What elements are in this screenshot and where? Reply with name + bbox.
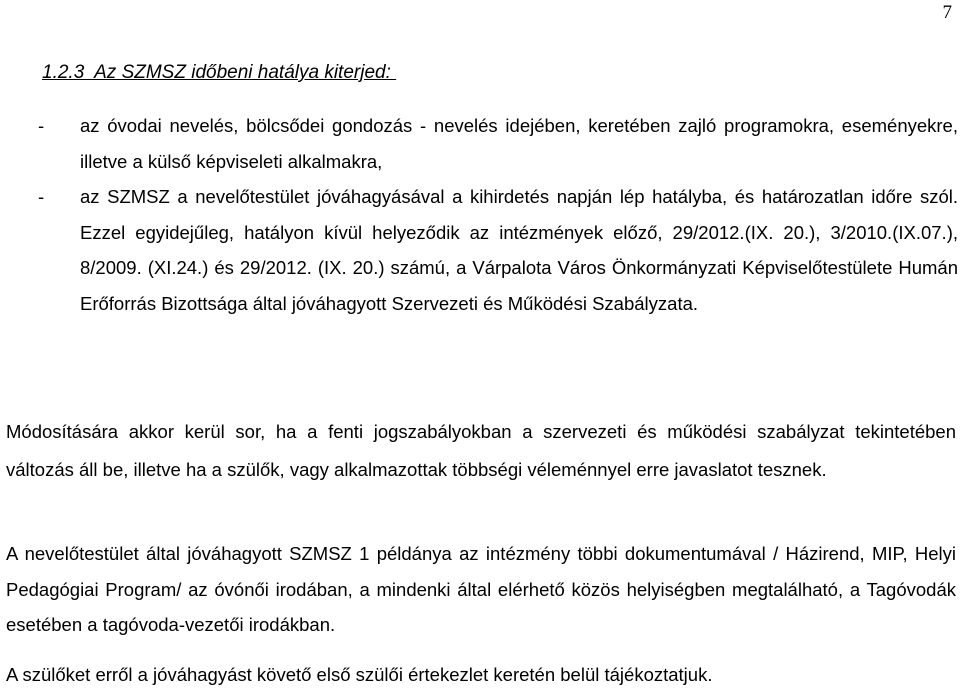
paragraph-modification: Módosítására akkor kerül sor, ha a fenti jogszabályokban a szervezeti és működési szabályzat tekintetében változás áll be, illetve ha a szülők, vagy alkalmazottak többségi véleménnyel erre javaslatot tesznek.: [6, 421, 956, 480]
scope-list: [38, 108, 958, 321]
list-bullet: -: [38, 115, 45, 136]
section-heading: 1.2.3 Az SZMSZ időbeni hatálya kiterjed:: [42, 62, 397, 83]
list-item: [38, 179, 958, 321]
list-item: [38, 108, 958, 179]
paragraph-availability: A nevelőtestület által jóváhagyott SZMSZ 1 példánya az intézmény többi dokumentumával / Házirend, MIP, Helyi Pedagógiai Program/ az óvónői irodában, a mindenki által elérhető közös helyiségben megtalálható, a Tagóvodák esetében a tagóvoda-vezetői irodákban.: [6, 543, 956, 635]
list-item-text: az SZMSZ a nevelőtestület jóváhagyásával a kihirdetés napján lép hatályba, és határozatlan időre szól. Ezzel egyidejűleg, hatályon kívül helyeződik az intézmények előző, 29/2012.(IX. 20.), 3/2010.(IX.07.), 8/2009. (XI.24.) és 29/2012. (IX. 20.) számú, a Várpalota Város Önkormányzati Képviselőtestülete Humán Erőforrás Bizottsága által jóváhagyott Szervezeti és Működési Szabályzata.: [80, 186, 958, 314]
list-item-text: az óvodai nevelés, bölcsődei gondozás - nevelés idejében, keretében zajló programokra, eseményekre, illetve a külső képviseleti alkalmakra,: [80, 115, 958, 172]
paragraph-parents-info: A szülőket erről a jóváhagyást követő első szülői értekezlet keretén belül tájékoztatjuk.: [6, 664, 713, 685]
list-bullet: -: [38, 186, 45, 207]
page-number: 7: [942, 2, 952, 23]
